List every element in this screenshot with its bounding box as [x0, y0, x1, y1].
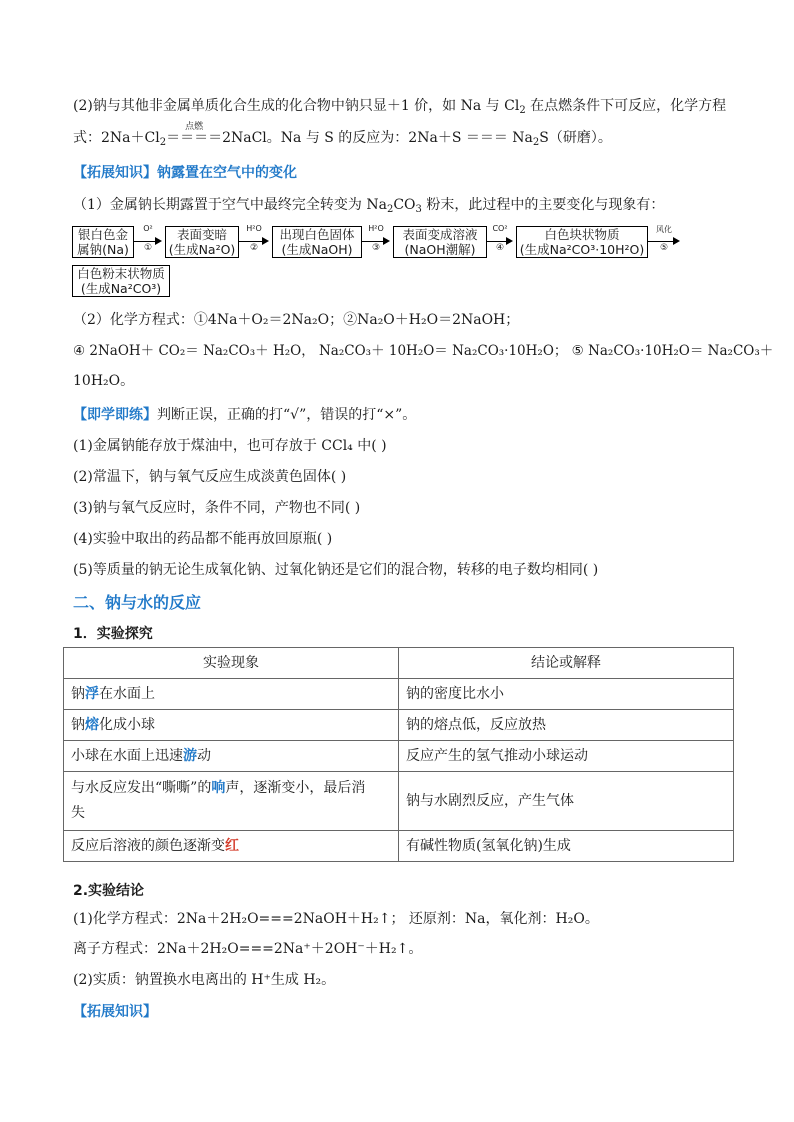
flow-box-line: 银白色金	[77, 227, 128, 242]
text: 2NaCl。Na 与 S 的反应为：2Na＋S ＝＝＝ Na	[222, 130, 533, 146]
highlight-text: 游	[183, 748, 197, 764]
flow-box-line: (生成NaOH)	[281, 242, 353, 257]
practice-intro: 判断正误，正确的打“√”，错误的打“×”。	[157, 407, 417, 423]
flow-box-line: 白色粉末状物质	[77, 266, 165, 281]
flow-arrow-2	[239, 224, 269, 253]
table-header: 实验现象	[64, 648, 399, 679]
subsection-title: 2.实验结论	[73, 883, 145, 899]
table-cell	[64, 710, 399, 741]
flow-box-line: (生成Na²CO³·10H²O)	[519, 242, 645, 257]
practice-heading	[73, 405, 733, 425]
flow-box-line: 出现白色固体	[279, 227, 355, 242]
flow-box-white-solid	[272, 226, 362, 258]
flow-arrow-3	[362, 224, 390, 253]
table-header-row	[64, 648, 734, 679]
flow-arrow-5	[648, 225, 680, 253]
subsection-title: 1．实验探究	[73, 626, 153, 642]
arrow-step: ⑤	[659, 243, 669, 253]
text: 动	[197, 748, 211, 764]
table-header: 结论或解释	[399, 648, 734, 679]
subscript: 3	[415, 204, 422, 215]
text: 钠	[71, 717, 85, 733]
arrow-step: ④	[495, 243, 505, 253]
table-cell: 钠的熔点低，反应放热	[399, 710, 734, 741]
experiment-table	[63, 647, 734, 862]
para-sodium-nonmetal-line1	[73, 96, 733, 116]
arrow-reagent: CO²	[492, 224, 508, 233]
text: ＝＝＝＝	[166, 130, 223, 146]
text: 与水反应发出“嘶嘶”的	[71, 780, 212, 796]
text: 声，逐渐变小，最后消	[225, 780, 366, 796]
table-cell: 钠的密度比水小	[399, 679, 734, 710]
flow-box-line: 白色块状物质	[544, 227, 620, 242]
flow-arrow-1	[134, 224, 162, 253]
practice-item: (2)常温下，钠与氧气反应生成淡黄色固体( )	[73, 469, 347, 485]
text: 式：2Na＋Cl	[73, 130, 160, 146]
equations-line-3: 10H₂O。	[73, 373, 135, 389]
table-cell	[64, 679, 399, 710]
flow-box-line: 表面变暗	[176, 227, 227, 242]
subscript: 2	[159, 137, 167, 148]
flow-box-line: (生成Na²O)	[168, 242, 236, 257]
arrow-reagent: O²	[143, 224, 153, 233]
flow-box-powder	[72, 265, 170, 297]
table-cell	[64, 831, 399, 862]
practice-item: (1)金属钠能存放于煤油中，也可存放于 CCl₄ 中( )	[73, 438, 387, 454]
table-cell: 有碱性物质(氢氧化钠)生成	[399, 831, 734, 862]
text: 在点燃条件下可反应，化学方程	[525, 98, 727, 114]
arrow-reagent: H²O	[246, 224, 262, 233]
table-row	[64, 772, 734, 831]
text: 在水面上	[99, 686, 155, 702]
practice-tag: 【即学即练】	[73, 407, 157, 423]
extension-tag: 【拓展知识】	[73, 165, 157, 181]
flow-box-line: 属钠(Na)	[77, 242, 129, 257]
highlight-text: 熔	[85, 717, 99, 733]
text: （1）金属钠长期露置于空气中最终完全转变为 Na	[73, 197, 387, 213]
arrow-step: ②	[249, 243, 259, 253]
equations-line-2: ④ 2NaOH＋ CO₂＝ Na₂CO₃＋ H₂O， Na₂CO₃＋ 10H₂O＝ Na₂CO₃·10H₂O； ⑤ Na₂CO₃·10H₂O＝ Na₂CO₃＋	[73, 343, 774, 359]
flow-box-solution	[393, 226, 487, 258]
highlight-text: 响	[211, 780, 226, 796]
extension-tag: 【拓展知识】	[73, 1004, 157, 1020]
flow-box-block	[516, 226, 648, 258]
ignite-label: 点燃	[185, 122, 204, 132]
practice-item: (5)等质量的钠无论生成氧化钠、过氧化钠还是它们的混合物，转移的电子数均相同( )	[73, 562, 599, 578]
table-cell: 反应产生的氢气推动小球运动	[399, 741, 734, 772]
arrow-reagent: H²O	[368, 224, 384, 233]
flow-box-sodium	[72, 226, 134, 258]
extension-heading	[73, 163, 733, 183]
text: S（研磨）。	[539, 130, 612, 146]
table-row	[64, 710, 734, 741]
highlight-text: 浮	[85, 686, 99, 702]
flow-box-line: (生成Na²CO³)	[80, 281, 162, 296]
text: CO	[393, 197, 416, 213]
text: 小球在水面上迅速	[71, 748, 183, 764]
subscript: 2	[519, 105, 526, 116]
conclusion-line: (2)实质：钠置换水电离出的 H⁺生成 H₂。	[73, 972, 336, 988]
extension-heading-2	[73, 1002, 733, 1022]
practice-item: (4)实验中取出的药品都不能再放回原瓶( )	[73, 531, 333, 547]
subscript: 2	[532, 137, 540, 148]
arrow-step: ①	[143, 243, 153, 253]
text: 失	[71, 805, 85, 821]
highlight-text: 红	[225, 838, 239, 854]
text: (2)钠与其他非金属单质化合生成的化合物中钠只显＋1 价，如 Na 与 Cl	[73, 98, 520, 114]
subscript: 2	[386, 204, 394, 215]
para-sodium-nonmetal-line2	[73, 122, 733, 148]
equations-line-1: （2）化学方程式：①4Na＋O₂＝2Na₂O；②Na₂O＋H₂O＝2NaOH；	[73, 312, 520, 328]
text: 钠	[71, 686, 85, 702]
flow-arrow-4	[487, 224, 513, 253]
arrow-reagent: 风化	[656, 225, 672, 234]
section-title: 二、钠与水的反应	[73, 593, 202, 612]
text: 化成小球	[99, 717, 155, 733]
text: 粉末，此过程中的主要变化与现象有：	[421, 197, 665, 213]
table-cell	[64, 741, 399, 772]
arrow-step: ③	[371, 243, 381, 253]
flow-box-line: 表面变成溶液	[402, 227, 478, 242]
practice-item: (3)钠与氧气反应时，条件不同，产物也不同( )	[73, 500, 361, 516]
text: 反应后溶液的颜色逐渐变	[71, 838, 225, 854]
table-row	[64, 679, 734, 710]
flow-box-darken	[165, 226, 239, 258]
table-cell	[64, 772, 399, 831]
table-row	[64, 831, 734, 862]
table-row	[64, 741, 734, 772]
flow-box-line: (NaOH潮解)	[404, 242, 476, 257]
extension-intro	[73, 195, 733, 215]
conclusion-line: (1)化学方程式：2Na＋2H₂O===2NaOH＋H₂↑； 还原剂：Na，氧化剂：H₂O。	[73, 911, 599, 927]
conclusion-line: 离子方程式：2Na＋2H₂O===2Na⁺＋2OH⁻＋H₂↑。	[73, 941, 423, 957]
ignite-equals	[166, 122, 223, 148]
table-cell: 钠与水剧烈反应，产生气体	[399, 772, 734, 831]
extension-title: 钠露置在空气中的变化	[157, 165, 297, 181]
